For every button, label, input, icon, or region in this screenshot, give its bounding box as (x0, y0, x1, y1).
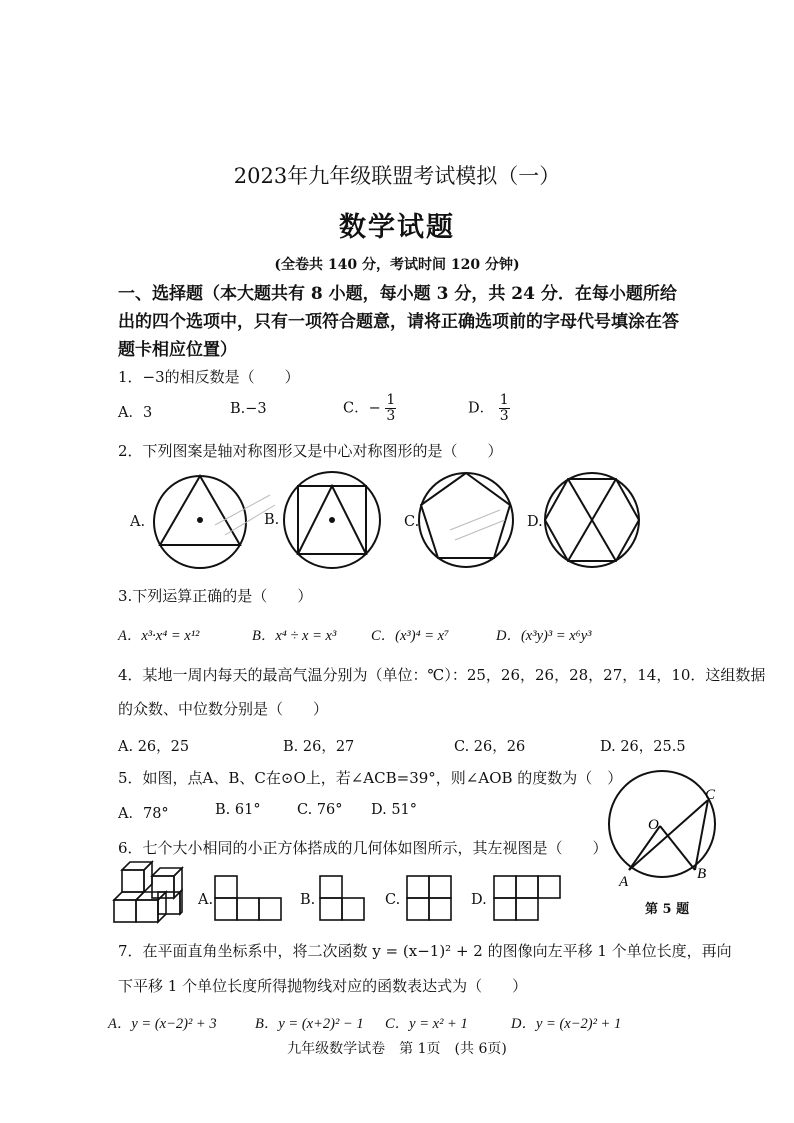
q7-stem-line1: 7．在平面直角坐标系中，将二次函数 y = (x−1)² + 2 的图像向左平移 1 个单位长度，再向 (118, 942, 732, 960)
q7-option-d: D．y = (x−2)² + 1 (511, 1016, 622, 1032)
q1-option-b: B.−3 (230, 401, 267, 417)
q6-view-c (407, 876, 451, 920)
q2-option-b-label: B. (264, 512, 280, 528)
q5-option-b: B. 61° (215, 802, 261, 818)
q5-label-o: O (648, 817, 659, 833)
q2-option-d-label: D. (527, 514, 543, 530)
q3-stem: 3.下列运算正确的是（ ） (118, 587, 313, 605)
q1-stem: 1．−3的相反数是（ ） (118, 368, 300, 386)
q7-option-c: C．y = x² + 1 (385, 1016, 468, 1032)
fraction-denominator: 3 (386, 408, 396, 424)
q5-label-a: A (619, 874, 629, 890)
q5-option-a: A．78° (118, 806, 169, 822)
q5-option-c: C. 76° (297, 802, 343, 818)
q7-stem-line2: 下平移 1 个单位长度所得抛物线对应的函数表达式为（ ） (118, 977, 528, 995)
fraction-denominator: 3 (499, 408, 509, 424)
exam-subject: 数学试题 (339, 212, 455, 243)
q2-stem: 2．下列图案是轴对称图形又是中心对称图形的是（ ） (118, 442, 503, 460)
page-footer: 九年级数学试卷 第 1页 (共 6页) (287, 1041, 507, 1057)
q7-option-b: B．y = (x+2)² − 1 (255, 1016, 364, 1032)
q4-option-c: C. 26，26 (454, 739, 526, 755)
q2-option-c-label: C. (404, 514, 420, 530)
q4-option-a: A. 26，25 (118, 739, 190, 755)
q1-option-c-label: C．− (343, 400, 381, 417)
q5-figure-caption: 第 5 题 (645, 902, 690, 917)
q3-option-a: A．x³·x⁴ = x¹² (118, 628, 200, 644)
fraction-numerator: 1 (386, 392, 396, 408)
q6-option-c-label: C. (385, 892, 401, 908)
q6-view-a (215, 876, 281, 920)
q5-option-d: D. 51° (371, 802, 418, 818)
q2-option-a-label: A. (130, 514, 146, 530)
q5-label-c: C (705, 787, 716, 803)
q5-stem: 5．如图，点A、B、C在⊙O上，若∠ACB=39°，则∠AOB 的度数为（ ） (118, 769, 623, 787)
fraction-numerator: 1 (499, 392, 509, 408)
q4-option-d: D. 26，25.5 (600, 739, 686, 755)
section-heading: 一、选择题（本大题共有 8 小题，每小题 3 分，共 24 分．在每小题所给出的四个选项中，只有一项符合题意，请将正确选项前的字母代号填涂在答题卡相应位置） (118, 284, 679, 360)
q5-label-b: B (697, 866, 707, 882)
q1-option-a: A．3 (118, 405, 153, 421)
q6-view-b (320, 876, 364, 920)
exam-info: (全卷共 140 分，考试时间 120 分钟) (274, 257, 520, 273)
q6-view-d (494, 876, 560, 920)
q6-option-b-label: B. (300, 892, 316, 908)
q7-option-a: A．y = (x−2)² + 3 (108, 1016, 217, 1032)
q3-option-c: C．(x³)⁴ = x⁷ (371, 628, 450, 644)
exam-title: 2023年九年级联盟考试模拟（一） (233, 164, 561, 188)
q6-option-a-label: A. (198, 892, 214, 908)
q6-stem: 6．七个大小相同的小正方体搭成的几何体如图所示，其左视图是（ ） (118, 839, 608, 857)
q3-option-d: D．(x³y)³ = x⁶y³ (496, 628, 592, 644)
q6-cube-solid (114, 862, 182, 922)
q4-stem-line1: 4．某地一周内每天的最高气温分别为（单位：℃）：25，26，26，28，27，14，10．这组数据 (118, 666, 766, 684)
q6-option-d-label: D. (471, 892, 487, 908)
q3-option-b: B．x⁴ ÷ x = x³ (252, 628, 337, 644)
q4-option-b: B. 26，27 (283, 739, 355, 755)
q1-option-d-label: D． (468, 400, 495, 417)
q4-stem-line2: 的众数、中位数分别是（ ） (118, 700, 329, 718)
